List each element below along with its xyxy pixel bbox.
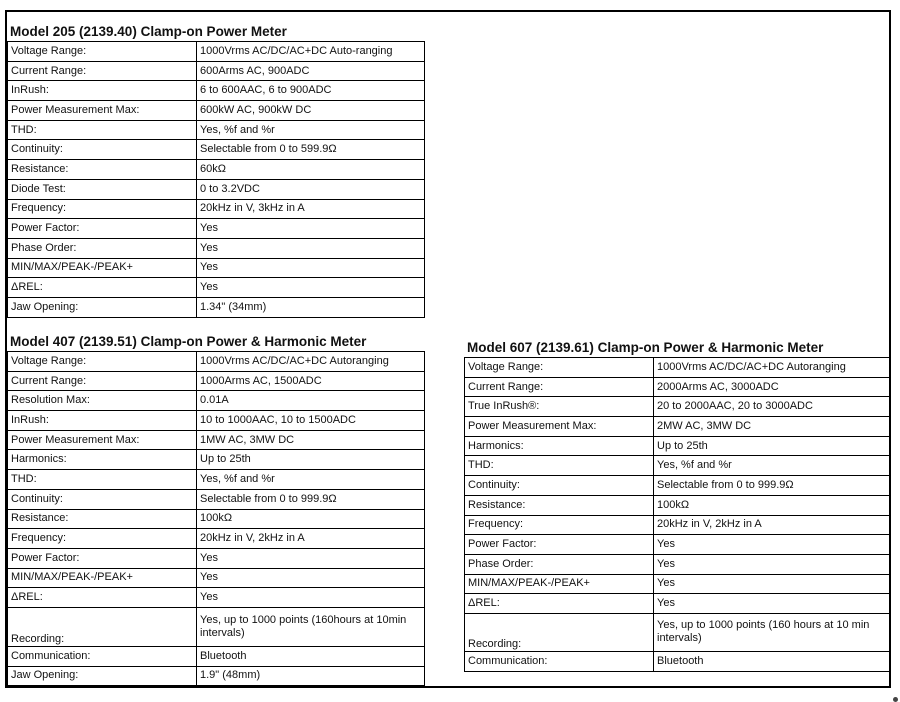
spec-value: Up to 25th	[654, 436, 890, 456]
spec-label: Resolution Max:	[8, 391, 197, 411]
spec-label: Voltage Range:	[465, 358, 654, 378]
spec-value: Up to 25th	[197, 450, 425, 470]
spec-value: 10 to 1000AAC, 10 to 1500ADC	[197, 411, 425, 431]
spec-value: 20kHz in V, 3kHz in A	[197, 199, 425, 219]
spec-label: Recording:	[8, 607, 197, 646]
spec-row	[465, 476, 890, 496]
spec-value: Yes	[654, 574, 890, 594]
spec-row	[8, 666, 425, 686]
spec-value: 2MW AC, 3MW DC	[654, 417, 890, 437]
model-407-title: Model 407 (2139.51) Clamp-on Power & Harmonic Meter	[10, 334, 367, 349]
spec-row	[8, 278, 425, 298]
spec-row	[8, 430, 425, 450]
spec-row	[8, 450, 425, 470]
spec-row	[8, 61, 425, 81]
model-407-spec-table	[7, 351, 425, 686]
model-607-title: Model 607 (2139.61) Clamp-on Power & Harmonic Meter	[467, 340, 824, 355]
spec-row	[8, 160, 425, 180]
spec-label: Current Range:	[465, 377, 654, 397]
spec-label: Voltage Range:	[8, 352, 197, 372]
spec-label: True InRush®:	[465, 397, 654, 417]
spec-row	[465, 456, 890, 476]
spec-label: Communication:	[465, 651, 654, 671]
spec-row	[8, 371, 425, 391]
spec-label: THD:	[8, 470, 197, 490]
spec-row	[8, 81, 425, 101]
spec-value: Yes	[654, 594, 890, 614]
spec-label: Jaw Opening:	[8, 297, 197, 317]
spec-value: Yes, up to 1000 points (160hours at 10min intervals)	[197, 607, 425, 646]
spec-label: THD:	[8, 120, 197, 140]
spec-label: Communication:	[8, 646, 197, 666]
spec-row	[8, 568, 425, 588]
spec-value: Bluetooth	[654, 651, 890, 671]
spec-value: 6 to 600AAC, 6 to 900ADC	[197, 81, 425, 101]
spec-row	[8, 179, 425, 199]
spec-value: 1.9" (48mm)	[197, 666, 425, 686]
spec-value: 0.01A	[197, 391, 425, 411]
spec-row	[8, 238, 425, 258]
spec-value: 2000Arms AC, 3000ADC	[654, 377, 890, 397]
spec-row	[465, 436, 890, 456]
model-407-section	[7, 332, 425, 686]
spec-label: Continuity:	[8, 140, 197, 160]
spec-value: 100kΩ	[654, 495, 890, 515]
spec-label: Power Factor:	[8, 219, 197, 239]
model-607-section	[464, 338, 890, 672]
spec-value: Yes	[197, 258, 425, 278]
spec-row	[8, 411, 425, 431]
spec-value: 20kHz in V, 2kHz in A	[654, 515, 890, 535]
spec-label: Current Range:	[8, 371, 197, 391]
model-205-title: Model 205 (2139.40) Clamp-on Power Meter	[10, 24, 287, 39]
spec-row	[465, 554, 890, 574]
spec-label: Voltage Range:	[8, 42, 197, 62]
spec-label: ΔREL:	[465, 594, 654, 614]
spec-label: Recording:	[465, 613, 654, 651]
spec-label: Power Measurement Max:	[8, 430, 197, 450]
spec-value: Yes	[197, 219, 425, 239]
model-205-section	[7, 22, 425, 318]
spec-label: Phase Order:	[8, 238, 197, 258]
spec-label: Phase Order:	[465, 554, 654, 574]
spec-row	[8, 120, 425, 140]
model-205-spec-table	[7, 41, 425, 318]
spec-value: Yes	[197, 588, 425, 608]
spec-value: Yes, %f and %r	[197, 470, 425, 490]
spec-value: Selectable from 0 to 999.9Ω	[654, 476, 890, 496]
spec-row	[465, 651, 890, 671]
spec-row	[465, 574, 890, 594]
spec-label: Harmonics:	[8, 450, 197, 470]
spec-row	[465, 594, 890, 614]
spec-value: Yes, up to 1000 points (160 hours at 10 min intervals)	[654, 613, 890, 651]
spec-value: 100kΩ	[197, 509, 425, 529]
spec-row	[465, 417, 890, 437]
spec-label: InRush:	[8, 81, 197, 101]
spec-row	[8, 588, 425, 608]
spec-value: 1000Vrms AC/DC/AC+DC Autoranging	[654, 358, 890, 378]
spec-row	[465, 535, 890, 555]
spec-label: Resistance:	[8, 160, 197, 180]
spec-label: Frequency:	[8, 529, 197, 549]
spec-value: 60kΩ	[197, 160, 425, 180]
spec-label: Resistance:	[8, 509, 197, 529]
spec-value: 1.34" (34mm)	[197, 297, 425, 317]
spec-row	[8, 391, 425, 411]
corner-dot	[893, 697, 898, 702]
spec-row	[465, 515, 890, 535]
spec-row	[8, 646, 425, 666]
spec-label: THD:	[465, 456, 654, 476]
spec-row	[8, 101, 425, 121]
spec-row	[8, 607, 425, 646]
spec-value: 600Arms AC, 900ADC	[197, 61, 425, 81]
spec-value: Bluetooth	[197, 646, 425, 666]
spec-value: Selectable from 0 to 999.9Ω	[197, 489, 425, 509]
spec-value: 1000Vrms AC/DC/AC+DC Auto-ranging	[197, 42, 425, 62]
spec-label: MIN/MAX/PEAK-/PEAK+	[465, 574, 654, 594]
spec-value: 20 to 2000AAC, 20 to 3000ADC	[654, 397, 890, 417]
spec-label: Jaw Opening:	[8, 666, 197, 686]
spec-value: Yes	[654, 554, 890, 574]
spec-row	[8, 297, 425, 317]
spec-label: Resistance:	[465, 495, 654, 515]
spec-label: Power Measurement Max:	[465, 417, 654, 437]
spec-row	[8, 140, 425, 160]
spec-value: 600kW AC, 900kW DC	[197, 101, 425, 121]
spec-label: MIN/MAX/PEAK-/PEAK+	[8, 568, 197, 588]
spec-label: Power Factor:	[8, 548, 197, 568]
model-607-spec-table	[464, 357, 890, 672]
spec-row	[465, 397, 890, 417]
spec-row	[465, 358, 890, 378]
spec-label: Power Measurement Max:	[8, 101, 197, 121]
spec-value: Yes	[197, 278, 425, 298]
spec-value: Yes, %f and %r	[197, 120, 425, 140]
spec-label: Continuity:	[8, 489, 197, 509]
spec-label: Harmonics:	[465, 436, 654, 456]
spec-row	[465, 613, 890, 651]
spec-row	[465, 377, 890, 397]
spec-row	[8, 258, 425, 278]
spec-label: ΔREL:	[8, 588, 197, 608]
spec-label: Diode Test:	[8, 179, 197, 199]
spec-label: Frequency:	[465, 515, 654, 535]
spec-label: Power Factor:	[465, 535, 654, 555]
spec-value: Yes	[197, 568, 425, 588]
spec-value: Yes	[654, 535, 890, 555]
spec-label: ΔREL:	[8, 278, 197, 298]
spec-row	[8, 529, 425, 549]
spec-value: 1000Arms AC, 1500ADC	[197, 371, 425, 391]
spec-row	[8, 219, 425, 239]
spec-value: Selectable from 0 to 599.9Ω	[197, 140, 425, 160]
spec-row	[8, 199, 425, 219]
spec-row	[8, 42, 425, 62]
spec-row	[8, 489, 425, 509]
spec-label: Current Range:	[8, 61, 197, 81]
spec-value: 0 to 3.2VDC	[197, 179, 425, 199]
spec-value: Yes	[197, 238, 425, 258]
spec-value: 1000Vrms AC/DC/AC+DC Autoranging	[197, 352, 425, 372]
spec-row	[8, 548, 425, 568]
spec-row	[465, 495, 890, 515]
spec-label: Continuity:	[465, 476, 654, 496]
spec-label: MIN/MAX/PEAK-/PEAK+	[8, 258, 197, 278]
spec-row	[8, 352, 425, 372]
spec-label: Frequency:	[8, 199, 197, 219]
spec-label: InRush:	[8, 411, 197, 431]
spec-value: Yes	[197, 548, 425, 568]
spec-value: 1MW AC, 3MW DC	[197, 430, 425, 450]
spec-value: Yes, %f and %r	[654, 456, 890, 476]
spec-row	[8, 470, 425, 490]
spec-value: 20kHz in V, 2kHz in A	[197, 529, 425, 549]
spec-row	[8, 509, 425, 529]
